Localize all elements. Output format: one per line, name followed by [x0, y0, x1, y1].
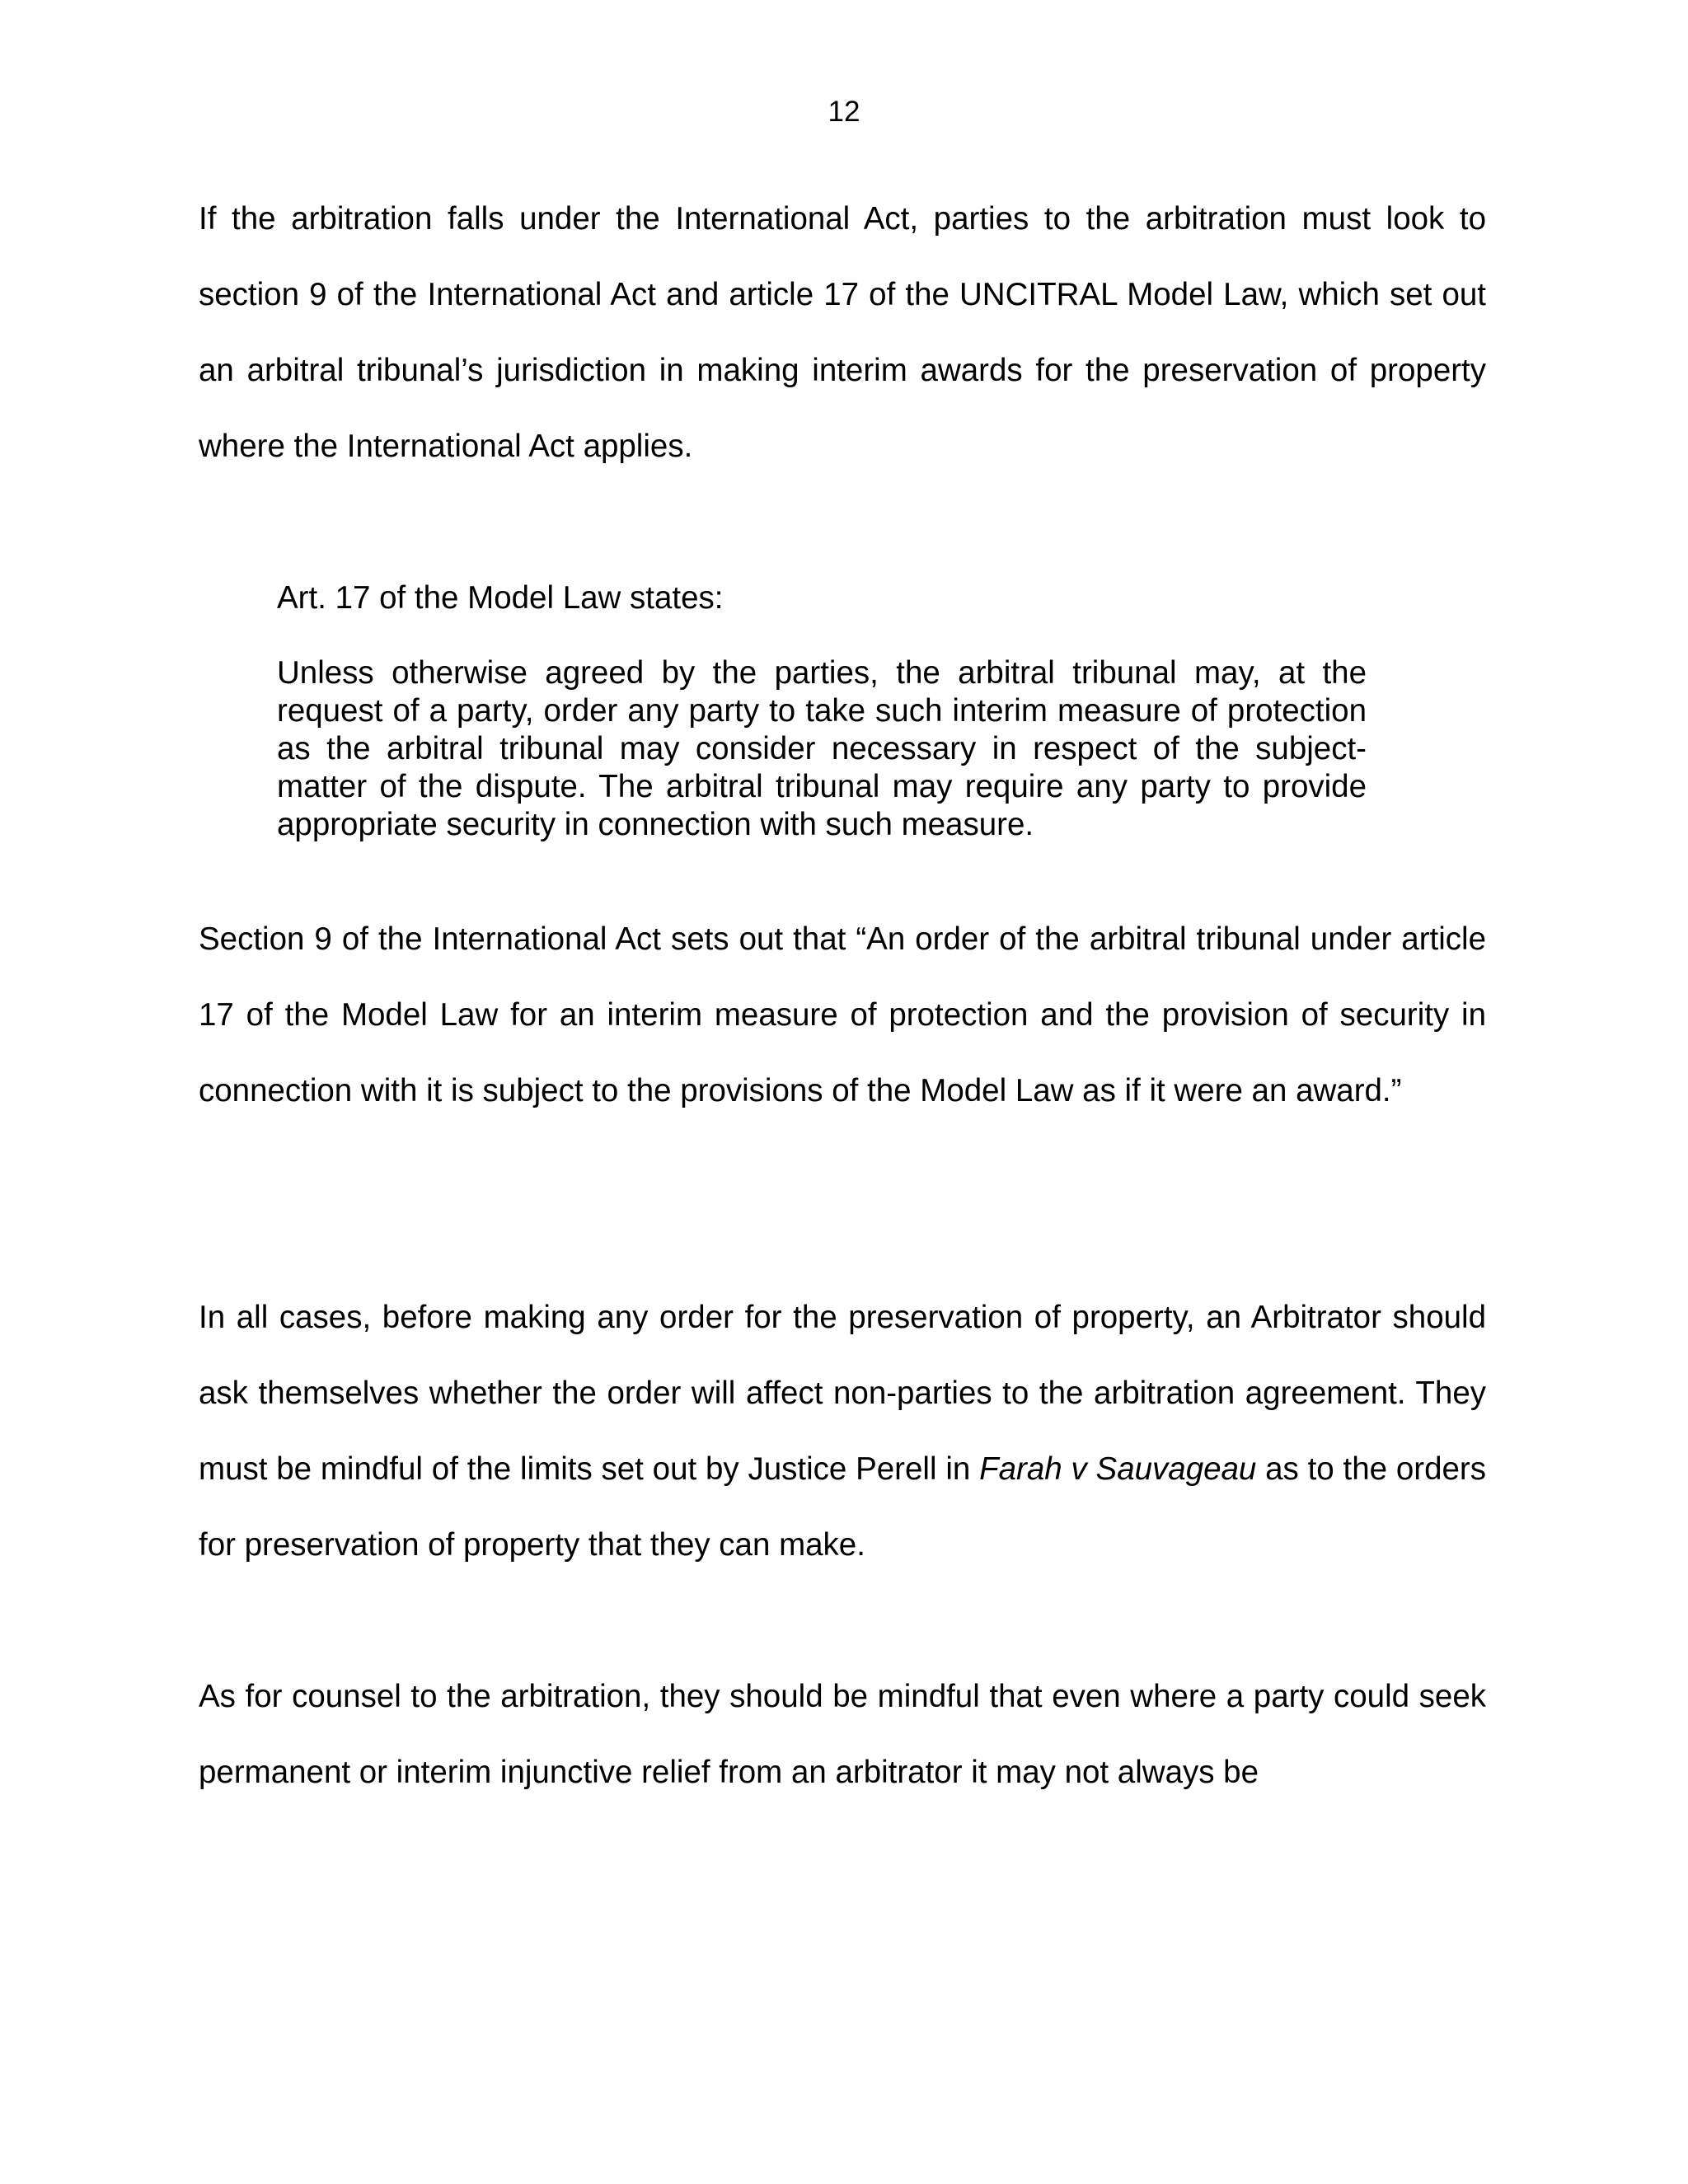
page-number: 12 — [828, 96, 860, 128]
paragraph-all-cases — [199, 1280, 1486, 1583]
paragraph-all-cases-text-start: In all cases, before making any order for the preservation of property, an Arbitrator should ask themselves whether the order will affect non-parties to the arbitration agreement. They must be mindful of the limits set out by Justice Perell in — [199, 1300, 1486, 1487]
paragraph-international-act: If the arbitration falls under the International Act, parties to the arbitration must look to section 9 of the International Act and article 17 of the UNCITRAL Model Law, which set out an arbitral tribunal’s jurisdiction in making interim awards for the preservation of property where the International Act applies. — [199, 201, 1486, 464]
case-citation: Farah v Sauvageau — [979, 1451, 1257, 1487]
block-quote-article-17: Unless otherwise agreed by the parties, the arbitral tribunal may, at the request of a party, order any party to take such interim measure of protection as the arbitral tribunal may consider necessary in respect of the subject-matter of the dispute. The arbitral tribunal may require any party to provide appropriate security in connection with such measure. — [277, 655, 1367, 842]
paragraph-all-cases-text-end: as to the orders for preservation of property that they can make. — [199, 1451, 1486, 1563]
quote-introduction: Art. 17 of the Model Law states: — [277, 580, 724, 616]
paragraph-counsel: As for counsel to the arbitration, they should be mindful that even where a party could seek permanent or interim injunctive relief from an arbitrator it may not always be — [199, 1679, 1486, 1790]
paragraph-section-9: Section 9 of the International Act sets out that “An order of the arbitral tribunal under article 17 of the Model Law for an interim measure of protection and the provision of security in connection with it is subject to the provisions of the Model Law as if it were an award.” — [199, 921, 1486, 1108]
